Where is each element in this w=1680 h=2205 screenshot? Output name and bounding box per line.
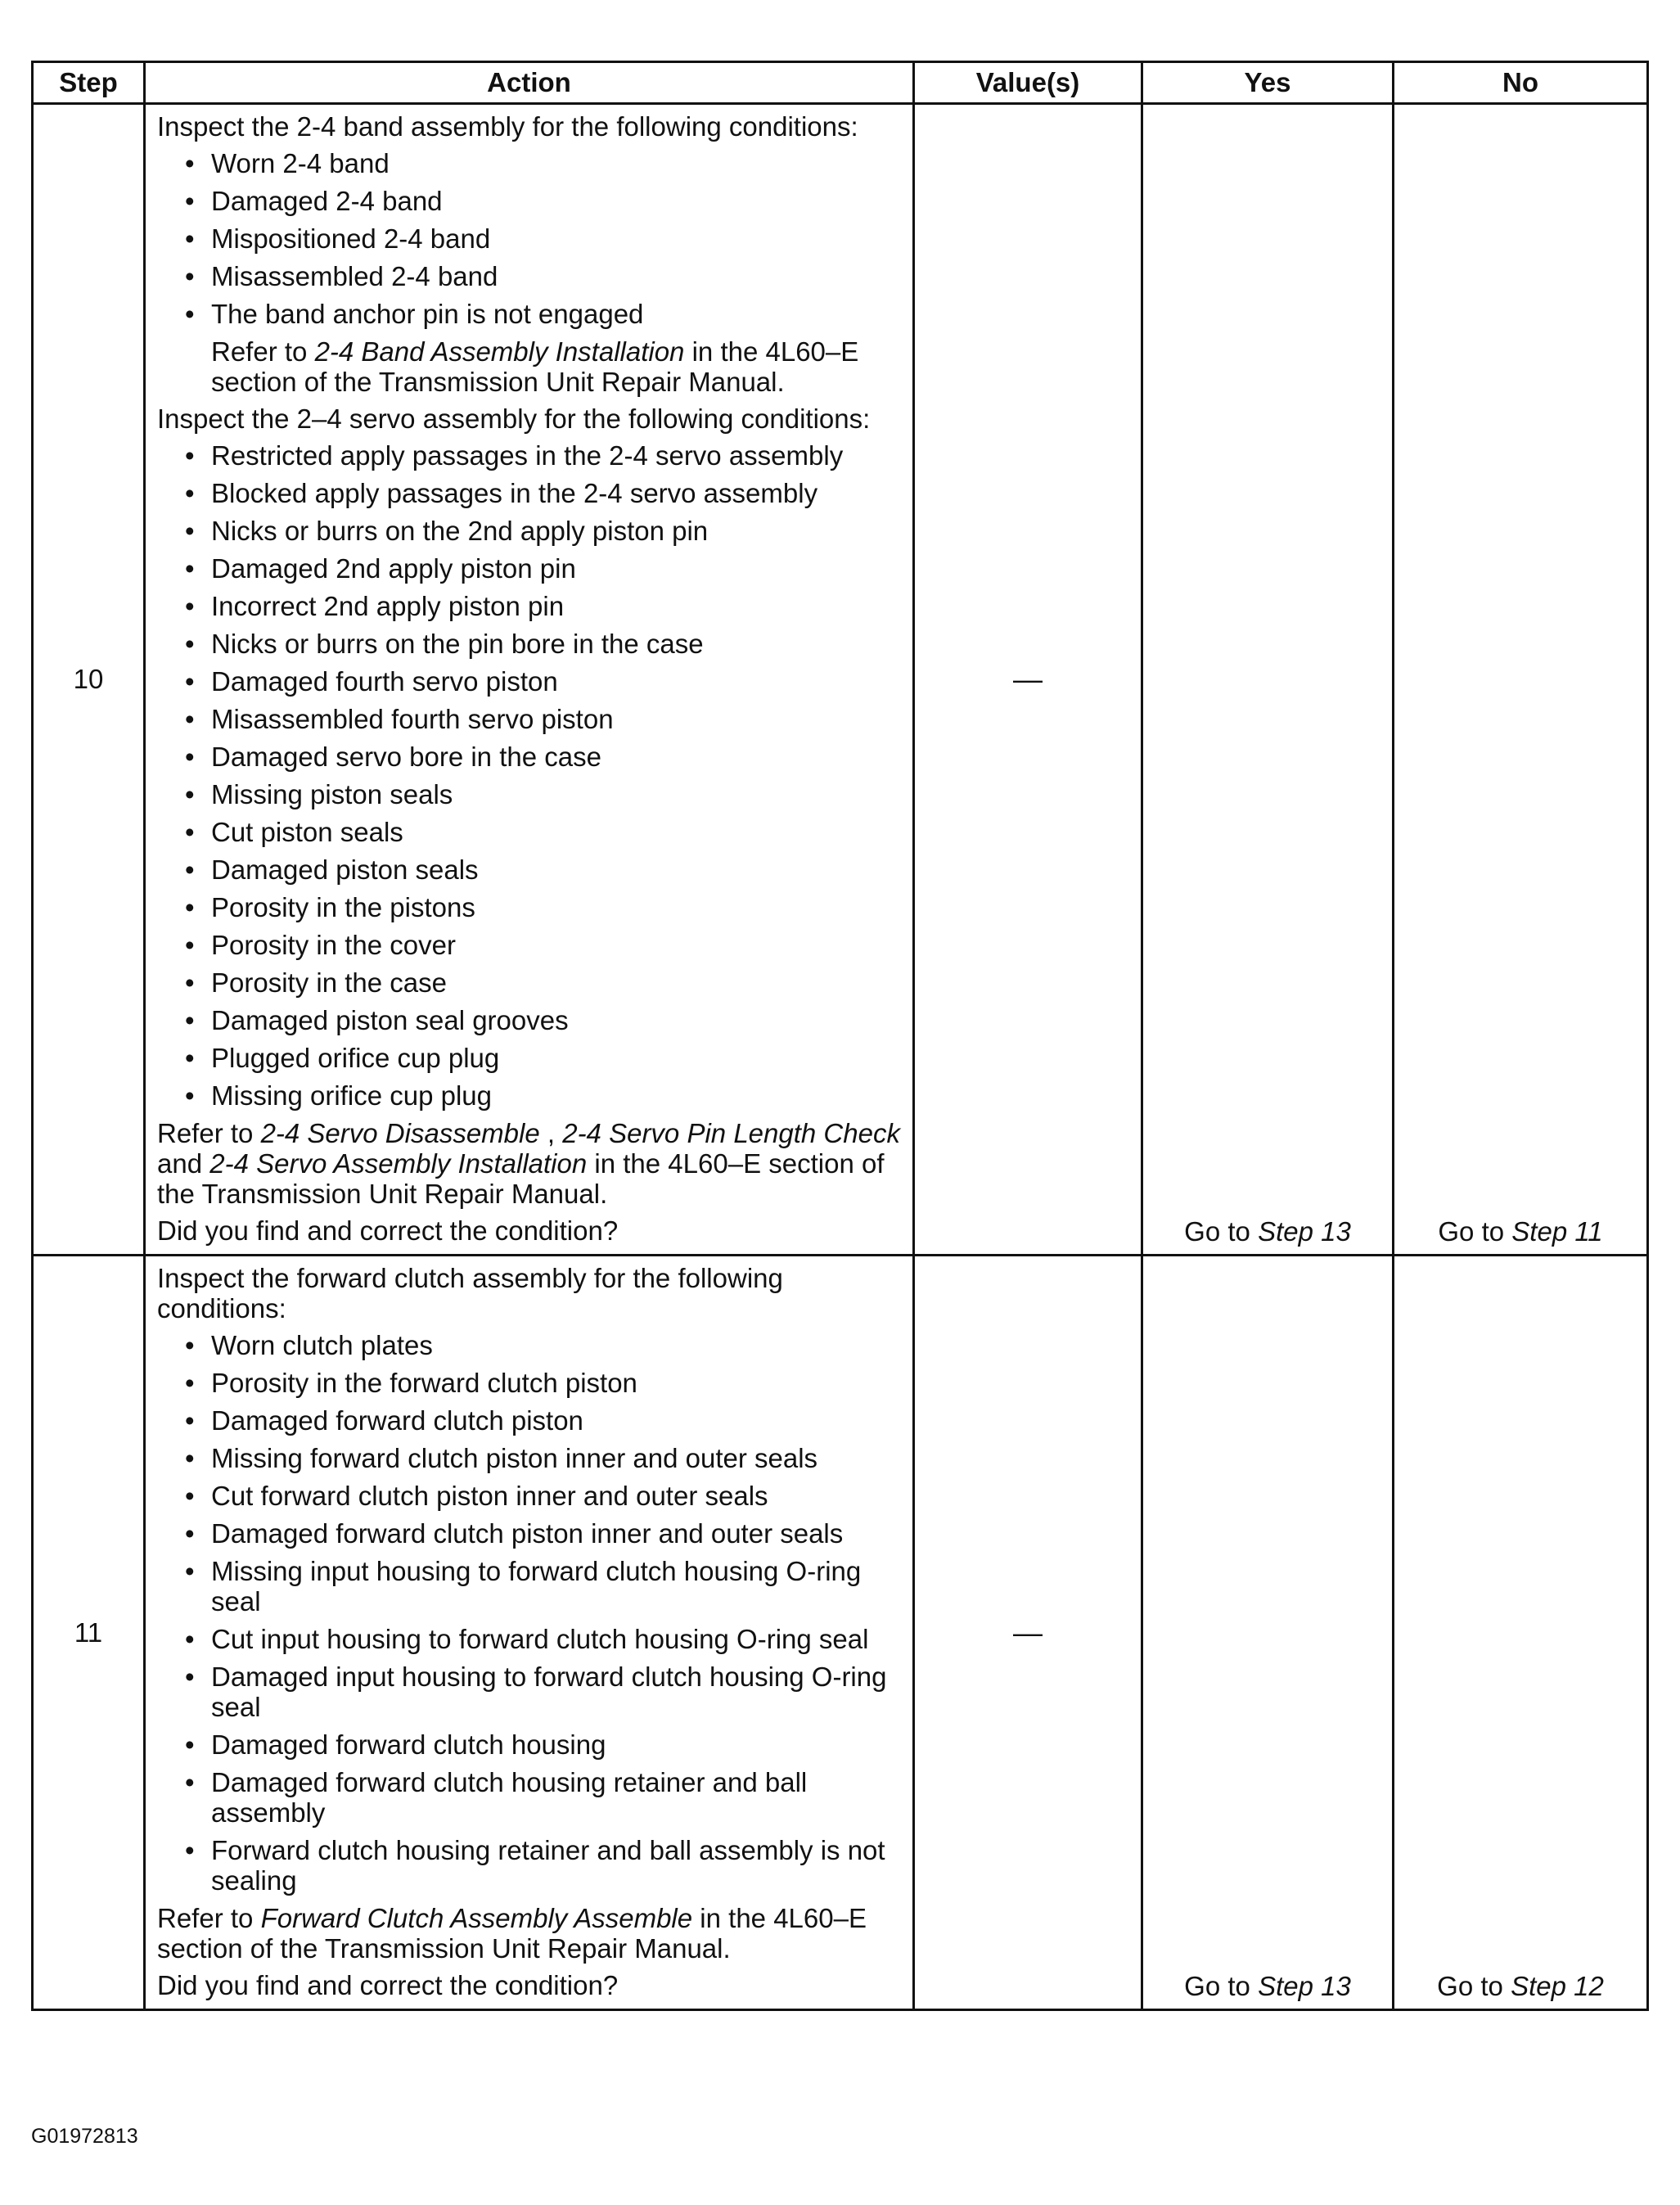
- list-item: • Cut input housing to forward clutch housing O-ring seal: [157, 1624, 901, 1654]
- action-intro: Inspect the forward clutch assembly for the following conditions:: [157, 1263, 783, 1323]
- header-yes: Yes: [1142, 62, 1394, 104]
- list-item: • Incorrect 2nd apply piston pin: [157, 591, 901, 621]
- reference-text: [157, 1903, 901, 1964]
- list-item: • Plugged orifice cup plug: [157, 1043, 901, 1073]
- action-cell: [145, 104, 914, 1256]
- list-item: • Missing input housing to forward clutch housing O-ring seal: [157, 1556, 901, 1617]
- list-item: • Porosity in the case: [157, 967, 901, 998]
- list-item: • Restricted apply passages in the 2-4 servo assembly: [157, 440, 901, 471]
- diagnostic-table-sheet: [31, 61, 1646, 2011]
- list-item: • Damaged 2nd apply piston pin: [157, 553, 901, 584]
- ref-text: in the 4L60–E section of the Transmission Unit Repair Manual.: [157, 1148, 885, 1209]
- condition-list: [157, 440, 901, 1111]
- values-cell: —: [914, 104, 1142, 1256]
- goto-step-link[interactable]: Step 13: [1258, 1216, 1351, 1247]
- list-item: • Damaged forward clutch piston inner and outer seals: [157, 1518, 901, 1549]
- goto-step-link[interactable]: Step 13: [1258, 1971, 1351, 2001]
- table-row: [33, 104, 1648, 1256]
- list-item: • Cut forward clutch piston inner and outer seals: [157, 1481, 901, 1511]
- list-item: • Damaged piston seal grooves: [157, 1005, 901, 1035]
- list-item: • Damaged forward clutch housing: [157, 1729, 901, 1760]
- table-row: [33, 1256, 1648, 2010]
- list-item: • Nicks or burrs on the pin bore in the case: [157, 629, 901, 659]
- condition-list: [157, 1330, 901, 1896]
- list-item: • Damaged input housing to forward clutch housing O-ring seal: [157, 1662, 901, 1722]
- no-cell: [1394, 104, 1648, 1256]
- header-action: Action: [145, 62, 914, 104]
- list-item: • Porosity in the forward clutch piston: [157, 1368, 901, 1398]
- list-item: • Missing forward clutch piston inner and outer seals: [157, 1443, 901, 1473]
- list-item: • Damaged piston seals: [157, 854, 901, 885]
- ref-text: and: [157, 1148, 210, 1179]
- reference-text: [157, 1118, 901, 1209]
- goto-step-link[interactable]: Step 11: [1511, 1216, 1603, 1247]
- step-number: 11: [33, 1256, 145, 2010]
- list-item: • Damaged forward clutch piston: [157, 1405, 901, 1436]
- ref-text: in the 4L60–E section of the Transmission Unit Repair Manual.: [211, 336, 859, 397]
- condition-list: [157, 148, 901, 329]
- list-item: • Missing orifice cup plug: [157, 1080, 901, 1111]
- list-item: • Porosity in the cover: [157, 930, 901, 960]
- list-item: • Missing piston seals: [157, 779, 901, 809]
- no-cell: [1394, 1256, 1648, 2010]
- ref-text: Refer to: [157, 1118, 261, 1148]
- action-intro: Inspect the 2–4 servo assembly for the following conditions:: [157, 404, 871, 434]
- list-item: • Porosity in the pistons: [157, 892, 901, 922]
- list-item: • Blocked apply passages in the 2-4 servo assembly: [157, 478, 901, 508]
- list-item: • Forward clutch housing retainer and ball assembly is not sealing: [157, 1835, 901, 1896]
- list-item: • Damaged forward clutch housing retainer and ball assembly: [157, 1767, 901, 1828]
- reference-text: [157, 336, 901, 397]
- header-step: Step: [33, 62, 145, 104]
- ref-text: in the 4L60–E section of the Transmission Unit Repair Manual.: [157, 1903, 867, 1964]
- list-item: • Cut piston seals: [157, 817, 901, 847]
- manual-reference-link[interactable]: 2-4 Servo Pin Length Check: [562, 1118, 900, 1148]
- goto-text: Go to: [1438, 1216, 1512, 1247]
- figure-id: G01972813: [31, 2125, 138, 2148]
- ref-text: Refer to: [157, 1903, 261, 1933]
- list-item: • Mispositioned 2-4 band: [157, 223, 901, 254]
- yes-cell: [1142, 104, 1394, 1256]
- goto-step-link[interactable]: Step 12: [1511, 1971, 1604, 2001]
- goto-text: Go to: [1184, 1971, 1259, 2001]
- manual-reference-link[interactable]: 2-4 Servo Disassemble: [260, 1118, 540, 1148]
- step-number: 10: [33, 104, 145, 1256]
- list-item: • Misassembled 2-4 band: [157, 261, 901, 291]
- ref-text: ,: [539, 1118, 563, 1148]
- action-cell: [145, 1256, 914, 2010]
- action-question: Did you find and correct the condition?: [157, 1970, 619, 2000]
- manual-reference-link[interactable]: 2-4 Band Assembly Installation: [314, 336, 685, 367]
- yes-cell: [1142, 1256, 1394, 2010]
- ref-text: Refer to: [211, 336, 315, 367]
- list-item: • Worn 2-4 band: [157, 148, 901, 178]
- list-item: • Nicks or burrs on the 2nd apply piston pin: [157, 516, 901, 546]
- diagnostic-table: [31, 61, 1649, 2011]
- goto-text: Go to: [1437, 1971, 1511, 2001]
- list-item: • Damaged servo bore in the case: [157, 742, 901, 772]
- values-cell: —: [914, 1256, 1142, 2010]
- list-item: • Worn clutch plates: [157, 1330, 901, 1360]
- table-header-row: [33, 62, 1648, 104]
- manual-reference-link[interactable]: 2-4 Servo Assembly Installation: [209, 1148, 588, 1179]
- list-item: • Damaged fourth servo piston: [157, 666, 901, 697]
- action-intro: Inspect the 2-4 band assembly for the following conditions:: [157, 111, 858, 142]
- header-values: Value(s): [914, 62, 1142, 104]
- action-question: Did you find and correct the condition?: [157, 1215, 619, 1246]
- list-item: • Misassembled fourth servo piston: [157, 704, 901, 734]
- header-no: No: [1394, 62, 1648, 104]
- list-item: • Damaged 2-4 band: [157, 186, 901, 216]
- list-item: • The band anchor pin is not engaged: [157, 299, 901, 329]
- manual-reference-link[interactable]: Forward Clutch Assembly Assemble: [260, 1903, 693, 1933]
- goto-text: Go to: [1184, 1216, 1259, 1247]
